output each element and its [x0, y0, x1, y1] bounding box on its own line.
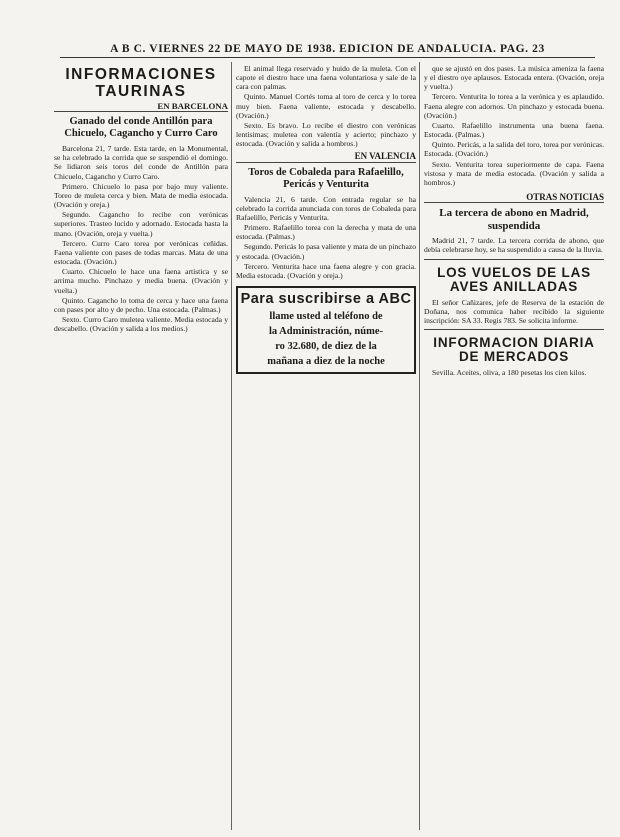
paragraph: Segundo. Cagancho lo recibe con verónicas superiores. Trasteo lucido y adornado. Estocada hasta la mano. (Ovación, oreja y vuelta.) — [54, 210, 228, 238]
column-3 — [424, 64, 604, 824]
divider — [424, 329, 604, 330]
paragraph: Tercero. Venturita lo torea a la verónica y es aplaudido. Faena alegre con adornos. Un pinchazo y estocada buena. (Ovación.) — [424, 92, 604, 120]
page-header: A B C. VIERNES 22 DE MAYO DE 1938. EDICION DE ANDALUCIA. PAG. 23 — [60, 43, 595, 58]
paragraph: Sevilla. Aceites, oliva, a 180 pesetas los cien kilos. — [432, 367, 587, 377]
paragraph: Primero. Rafaelillo torea con la derecha y mata de una estocada. (Palmas.) — [236, 223, 416, 242]
paragraph: El animal llega reservado y huido de la muleta. Con el capote el diestro hace una faena voluntariosa y sale de la cara con palmas. — [236, 64, 416, 92]
column-divider — [231, 62, 232, 830]
column-divider — [419, 62, 420, 830]
paragraph: Sexto. Es bravo. Lo recibe el diestro con verónicas lentísimas; muletea con valentía y acierto; pinchazo y estocada. (Ovación y salida a hombros.) — [236, 120, 416, 149]
section-tag: OTRAS NOTICIAS — [424, 193, 604, 203]
section-title: INFORMACIONES TAURINAS — [65, 66, 217, 100]
paragraph: Primero. Chicuelo lo pasa por bajo muy valiente. Toreo de muleta cerca y bien. Mata de media estocada. (Ovación y oreja.) — [54, 181, 228, 210]
column-2 — [236, 64, 416, 824]
ad-line: mañana a diez de la noche — [267, 355, 385, 367]
article-title: Ganado del conde Antillón para Chicuelo, Cagancho y Curro Caro — [64, 116, 218, 140]
paragraph: El señor Cañizares, jefe de Reserva de la estación de Doñana, nos comunica haber recibido la siguiente inscripción: SA 33. Regis 783. Se solicita informe. — [424, 297, 604, 325]
paragraph: Cuarto. Rafaelillo instrumenta una buena faena. Estocada. (Palmas.) — [424, 120, 604, 140]
article-title: La tercera de abono en Madrid, suspendida — [439, 207, 589, 232]
paragraph: Segundo. Pericás lo pasa valiente y mata de un pinchazo y estocada. (Ovación.) — [236, 242, 416, 261]
subscription-ad — [236, 286, 416, 374]
article-title: INFORMACION DIARIA DE MERCADOS — [433, 334, 595, 364]
paragraph: Madrid 21, 7 tarde. La tercera corrida de abono, que debía celebrarse hoy, se ha suspendido a causa de la lluvia. — [424, 236, 604, 255]
paragraph: Barcelona 21, 7 tarde. Esta tarde, en la Monumental, se ha celebrado la corrida que se suspendió el domingo. Se lidiaron seis toros del conde de Antillón para Chicuelo, Cagancho y Curro Caro. — [54, 144, 228, 181]
ad-body — [240, 309, 412, 369]
ad-line: ro 32.680, de diez de la — [275, 340, 377, 352]
paragraph: Tercero. Curro Caro torea por verónicas ceñidas. Faena valiente con pases de todas marcas. Mata de una estocada. (Ovación.) — [54, 238, 228, 267]
column-1 — [54, 64, 228, 824]
ad-headline: Para suscribirse a ABC — [240, 290, 412, 307]
paragraph: Valencia 21, 6 tarde. Con entrada regular se ha celebrado la corrida anunciada con toros de Cobaleda para Rafaelillo, Pericás y Venturita. — [236, 194, 416, 222]
ad-line: llame usted al teléfono de — [269, 310, 383, 322]
paragraph: Sexto. Curro Caro muletea valiente. Media estocada y descabello. (Ovación y salida a los medios.) — [54, 314, 228, 334]
divider — [424, 259, 604, 260]
paragraph: que se ajustó en dos pases. La música ameniza la faena y el diestro oye aplausos. Estocada entera. (Ovación, oreja y vuelta.) — [424, 64, 604, 92]
paragraph: Cuarto. Chicuelo le hace una faena artística y se arrima mucho. Pinchazo y media buena. (Ovación y vuelta.) — [54, 267, 228, 295]
section-tag: EN VALENCIA — [236, 152, 416, 162]
location-tag: EN BARCELONA — [54, 102, 228, 112]
paragraph: Tercero. Venturita hace una faena alegre y con gracia. Media estocada. (Ovación y oreja.) — [236, 261, 416, 280]
article-title: LOS VUELOS DE LAS AVES ANILLADAS — [437, 264, 591, 294]
paragraph: Quinto. Cagancho lo toma de cerca y hace una faena con pases por alto y de pecho. Una estocada. (Palmas.) — [54, 295, 228, 314]
paragraph: Sexto. Venturita torea superiormente de capa. Faena vistosa y mata de media estocada. (Ovación y salida a hombros.) — [424, 159, 604, 187]
ad-line: la Administración, núme- — [268, 325, 384, 337]
paragraph: Quinto. Pericás, a la salida del toro, torea por verónicas. Estocada. (Ovación.) — [424, 140, 604, 159]
paragraph: Quinto. Manuel Cortés toma al toro de cerca y lo torea muy bien. Faena valiente, estocada y descabello. (Ovación.) — [236, 92, 416, 120]
article-title: Toros de Cobaleda para Rafaelillo, Pericás y Venturita — [248, 166, 404, 190]
